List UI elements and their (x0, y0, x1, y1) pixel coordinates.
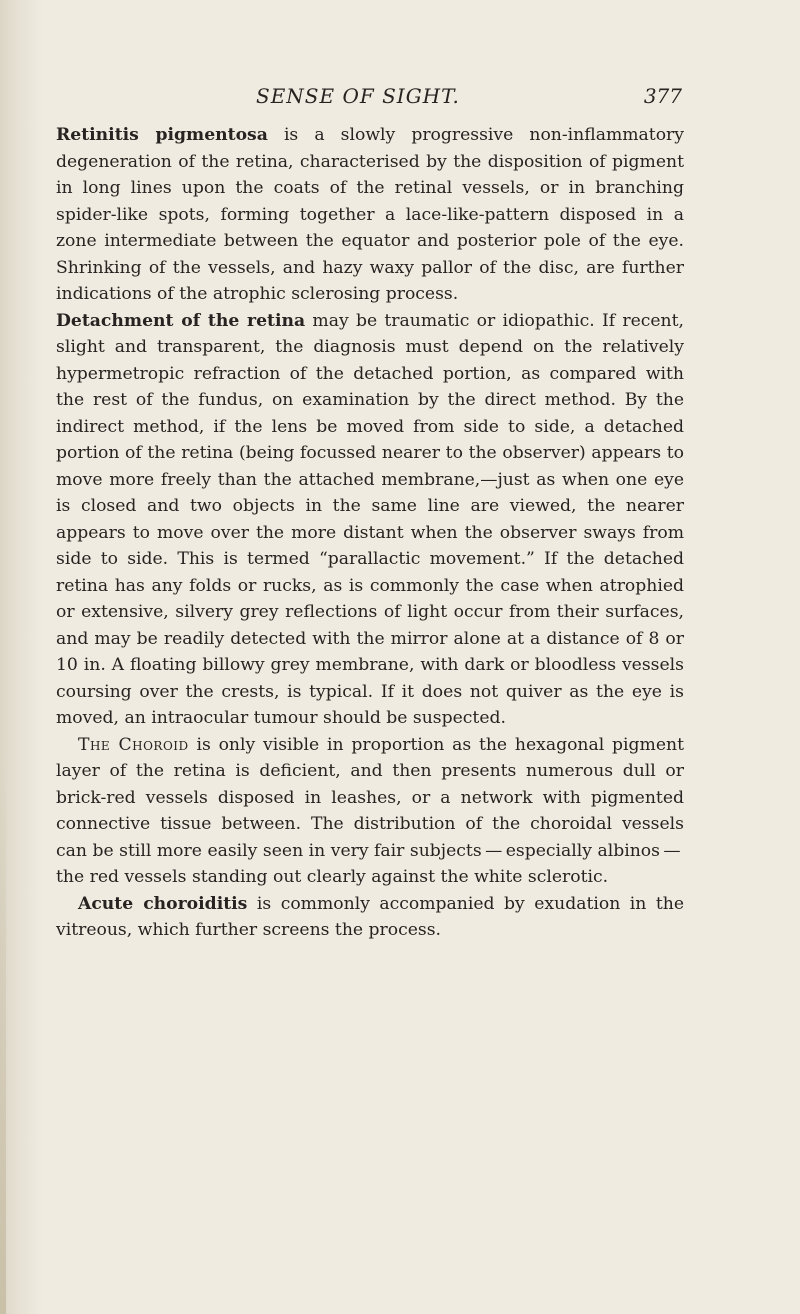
paragraph-body: is only visible in proportion as the hexagonal pigment layer of the retina is deficient, and then presents numerous dull or brick-red vessels disposed in leashes, or a network with pigmented connective tissue between. The distribution of the choroidal vessels can be still more easily seen in very fair subjects — especially albinos — the red vessels standing out clearly against the white sclerotic. (56, 734, 684, 887)
paragraph-body: may be traumatic or idiopathic. If recent, slight and transparent, the diagnosis must depend on the relatively hypermetropic refraction of the detached portion, as compared with the rest of the fundus, on examination by the direct method. By the indirect method, if the lens be moved from side to side, a detached portion of the retina (being focussed nearer to the observer) appears to move more freely than the attached membrane,—just as when one eye is closed and two objects in the same line are viewed, the nearer appears to move over the more distant when the observer sways from side to side. This is termed “parallactic movement.” If the detached retina has any folds or rucks, as is commonly the case when atrophied or extensive, silvery grey reflections of light occur from their surfaces, and may be readily detected with the mirror alone at a distance of 8 or 10 in. A floating billowy grey membrane, with dark or bloodless vessels coursing over the crests, is typical. If it does not quiver as the eye is moved, an intraocular tumour should be suspected. (56, 310, 684, 728)
paragraph-acute-choroiditis (56, 891, 684, 944)
page-gutter-shadow (0, 0, 42, 1314)
heading-the-choroid: The Choroid (78, 734, 189, 755)
heading-retinitis-pigmentosa: Retinitis pigmentosa (56, 125, 268, 145)
running-head (256, 78, 682, 114)
page-edge-discoloration (0, 754, 6, 1314)
heading-detachment-of-retina: Detachment of the retina (56, 310, 306, 331)
paragraph-body: is a slowly progressive non-inflammatory degeneration of the retina, characterised by the disposition of pigment in long lines upon the coats of the retinal vessels, or in branching spider-like spots, forming together a lace-like-pattern disposed in a zone intermediate between the equator and posterior pole of the eye. Shrinking of the vessels, and hazy waxy pallor of the disc, are further indications of the atrophic sclerosing process. (56, 125, 684, 304)
paragraph-body: is commonly accompanied by exudation in the vitreous, which further screens the process. (56, 893, 684, 940)
body-text (56, 122, 684, 944)
paragraph-retinitis-pigmentosa (56, 122, 684, 308)
running-title: SENSE OF SIGHT. (256, 84, 460, 108)
heading-acute-choroiditis: Acute choroiditis (78, 893, 248, 914)
page-number: 377 (643, 84, 682, 108)
paragraph-choroid (56, 732, 684, 891)
paragraph-detachment-of-retina (56, 308, 684, 732)
